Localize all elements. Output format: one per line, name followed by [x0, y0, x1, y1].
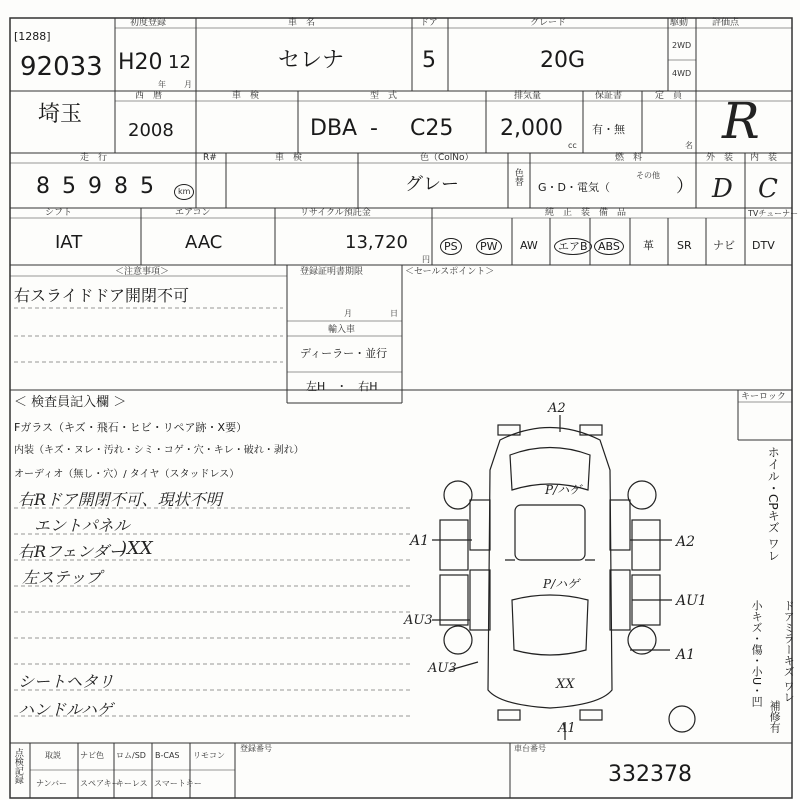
col-exterior: 外 装 — [706, 153, 734, 163]
col-shift: シフト — [45, 208, 73, 218]
col-recycle: リサイクル預託金 — [300, 208, 371, 218]
mileage-digit: 8 — [114, 174, 140, 199]
col-reg-number: 登録番号 — [240, 744, 272, 753]
handwritten-note: エントパネル — [34, 516, 130, 535]
mileage-unit: km — [174, 184, 194, 200]
model-dash: - — [370, 116, 378, 141]
footer-item: B-CAS — [155, 751, 180, 760]
lot-small: [1288] — [14, 30, 51, 43]
col-doors: ドア — [420, 18, 438, 28]
deadline-day: 日 — [390, 309, 398, 318]
col-equipment: 純 正 装 備 品 — [545, 208, 627, 218]
diagram-mark: P/ハゲ — [543, 577, 580, 591]
col-chassis: 車台番号 — [514, 744, 546, 753]
mileage — [36, 176, 166, 198]
inspection-line-2: 内装（キズ・ヌレ・汚れ・シミ・コゲ・穴・キレ・破れ・剥れ） — [14, 445, 304, 456]
score: R — [722, 92, 760, 150]
model-code: C25 — [410, 116, 454, 141]
equip-airbag — [554, 238, 592, 255]
col-color: 色（ColNo） — [420, 153, 474, 163]
col-aircon: エアコン — [175, 208, 211, 218]
equip-dtv: DTV — [752, 239, 775, 252]
col-inspection: 車 検 — [232, 91, 260, 101]
col-interior: 内 装 — [750, 153, 778, 163]
col-caution: ＜注意事項＞ — [115, 267, 170, 277]
equip-navi: ナビ — [713, 239, 735, 252]
unit-cc: cc — [568, 141, 577, 150]
col-history: 車 検 — [275, 153, 303, 163]
import: ディーラー・並行 — [300, 347, 388, 360]
col-deadline: 登録証明書期限 — [300, 267, 364, 277]
footer-item: スペアキー — [80, 779, 120, 788]
col-grade: グレード — [530, 18, 567, 28]
col-first-reg: 初度登録 — [130, 18, 167, 28]
footer-note: ハンドルハゲ — [18, 700, 113, 719]
drive-4wd: 4WD — [672, 69, 692, 78]
fuel-close: ） — [676, 176, 694, 197]
equip-aw: AW — [520, 239, 538, 252]
col-drive: 駆動 — [670, 18, 689, 28]
handwritten-note: 右Rフェンダー — [18, 542, 125, 561]
footer-item: キーレス — [116, 779, 148, 788]
col-warranty: 保証書 — [595, 91, 623, 101]
unit-month: 月 — [184, 80, 192, 89]
unit-year: 年 — [158, 80, 166, 89]
fuel: G・D・電気（ — [538, 181, 610, 194]
equip-sr: SR — [677, 239, 692, 252]
equip-label: エアB — [554, 238, 592, 255]
equip-label: ABS — [594, 238, 624, 255]
interior-grade: C — [758, 174, 778, 204]
lot-number: 92033 — [20, 52, 103, 82]
diagram-mark: AU3 — [428, 661, 457, 676]
shift: IAT — [55, 232, 83, 253]
doors: 5 — [422, 48, 436, 73]
unit-persons: 名 — [685, 141, 693, 150]
mileage-digit: 8 — [36, 174, 62, 199]
footer-note: シートヘタリ — [18, 672, 115, 691]
col-mileage: 走 行 — [80, 153, 108, 163]
col-check: 点検記録 — [12, 748, 23, 784]
equip-abs — [594, 238, 624, 255]
equip-leather: 革 — [643, 239, 654, 252]
col-fuel: 燃 料 — [615, 153, 643, 163]
diagram-mark: A2 — [548, 401, 566, 416]
col-year: 西 暦 — [135, 91, 163, 101]
footer-item: ナンバー — [36, 779, 68, 788]
mileage-digit: 9 — [88, 174, 114, 199]
footer-item: ナビ色 — [80, 751, 104, 760]
aircon: AAC — [185, 232, 223, 253]
deadline-month: 月 — [344, 309, 352, 318]
col-capacity: 定 員 — [655, 91, 683, 101]
drive-2wd: 2WD — [672, 41, 692, 50]
legend-vertical: ホイル・CPキズ ワレ — [766, 446, 781, 562]
car-name: セレナ — [278, 48, 345, 73]
col-model-code: 型 式 — [370, 91, 398, 101]
grade: 20G — [540, 48, 586, 73]
handwritten-note: 左ステップ — [22, 568, 102, 587]
diagram-mark: A1 — [558, 721, 576, 736]
mileage-digit: 5 — [140, 174, 166, 199]
col-model-name: 車 名 — [288, 18, 316, 28]
footer-item: スマートキー — [154, 779, 202, 788]
first-reg-era: H20 — [118, 50, 163, 75]
inspection-title: ＜ 検査員記入欄 ＞ — [14, 395, 127, 410]
diagram-mark: P/ハゲ — [545, 483, 582, 497]
caution: 右スライドドア開閉不可 — [14, 286, 190, 305]
footer-item: 取説 — [45, 751, 61, 760]
diagram-mark: A2 — [676, 534, 696, 550]
col-recall: R# — [203, 153, 217, 163]
unit-yen: 円 — [422, 255, 430, 264]
prefecture: 埼玉 — [38, 102, 83, 127]
diagram-mark: XX — [556, 677, 575, 692]
footer-item: ロム/SD — [116, 751, 146, 760]
diagram-mark: AU3 — [404, 613, 433, 628]
col-keylock: キーロック — [741, 392, 786, 402]
displacement: 2,000 — [500, 116, 563, 141]
equip-pw — [476, 238, 502, 255]
handwritten-mark: )XX — [120, 538, 153, 559]
warranty: 有・無 — [592, 123, 625, 136]
steering: 左H ・ 右H — [306, 380, 378, 393]
col-tuner: TVチューナー — [748, 209, 799, 218]
recycle: 13,720 — [345, 232, 408, 253]
first-reg-month: 12 — [168, 52, 191, 73]
col-selling-points: ＜セールスポイント＞ — [405, 267, 495, 277]
col-displacement: 排気量 — [514, 91, 542, 101]
color-change-label: 色替 — [512, 168, 523, 186]
inspection-line-1: Fガラス（キズ・飛石・ヒビ・リペア跡・X要） — [14, 421, 248, 434]
mileage-digit: 5 — [62, 174, 88, 199]
model-prefix: DBA — [310, 116, 358, 141]
legend-vertical: 小キズ・傷・小U・凹 — [750, 600, 764, 708]
year: 2008 — [128, 120, 174, 141]
diagram-mark: A1 — [676, 647, 696, 663]
diagram-mark: AU1 — [676, 593, 707, 609]
legend-vertical: 補修有 — [768, 700, 782, 733]
equip-label: PS — [440, 238, 462, 255]
chassis-number: 332378 — [608, 762, 692, 787]
diagram-mark: A1 — [410, 533, 430, 549]
exterior-grade: D — [712, 174, 733, 204]
col-import: 輸入車 — [328, 325, 356, 335]
equip-label: PW — [476, 238, 502, 255]
handwritten-note: 右Rドア開閉不可、現状不明 — [18, 490, 222, 509]
fuel-other: その他 — [636, 171, 660, 180]
legend-vertical: ドアミラーキズ ワレ — [782, 600, 796, 703]
equip-ps — [440, 238, 462, 255]
col-score: 評価点 — [712, 18, 740, 28]
footer-item: リモコン — [193, 751, 225, 760]
inspection-line-3: オーディオ（無し・穴）/ タイヤ（スタッドレス） — [14, 469, 240, 480]
color: グレー — [405, 174, 459, 195]
